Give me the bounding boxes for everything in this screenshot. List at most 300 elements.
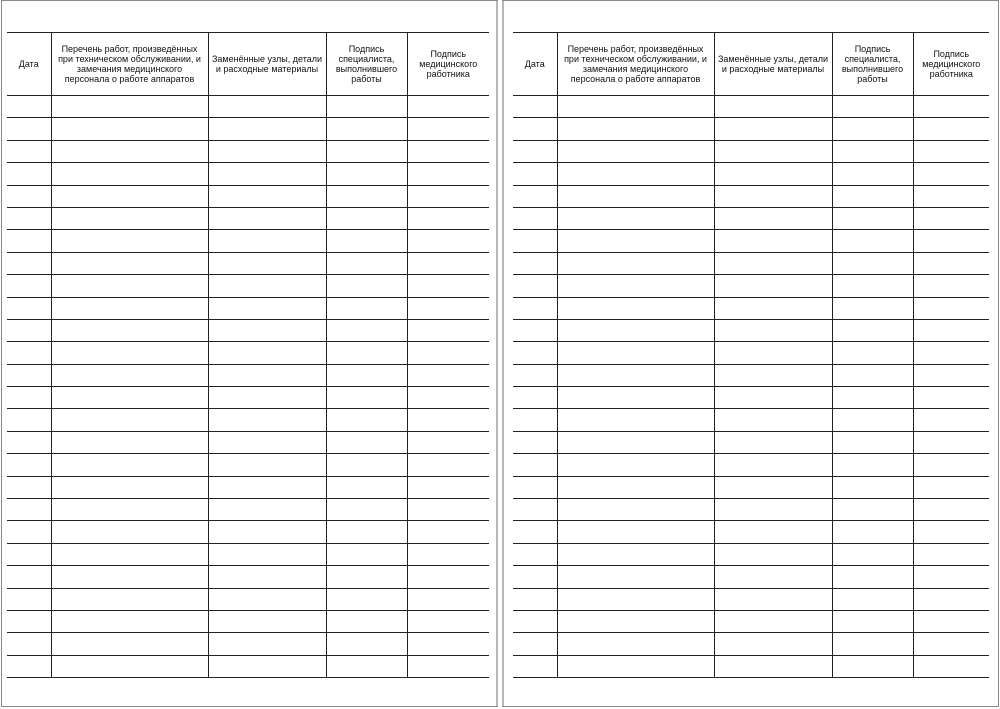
table-cell[interactable] [7,543,51,565]
table-cell[interactable] [208,96,326,118]
table-cell[interactable] [557,252,714,274]
table-cell[interactable] [832,543,913,565]
table-cell[interactable] [913,476,989,498]
table-cell[interactable] [913,230,989,252]
table-cell[interactable] [557,454,714,476]
table-cell[interactable] [208,454,326,476]
table-cell[interactable] [913,588,989,610]
table-cell[interactable] [7,499,51,521]
table-cell[interactable] [326,499,407,521]
table-cell[interactable] [714,342,832,364]
table-cell[interactable] [513,633,557,655]
table-row [7,476,489,498]
table-cell[interactable] [714,185,832,207]
table-row [7,431,489,453]
table-cell[interactable] [407,140,489,162]
table-cell[interactable] [51,230,208,252]
table-cell[interactable] [51,610,208,632]
table-cell[interactable] [913,454,989,476]
table-cell[interactable] [557,319,714,341]
table-cell[interactable] [832,275,913,297]
table-cell[interactable] [51,252,208,274]
maintenance-log-table [513,32,989,678]
table-cell[interactable] [832,499,913,521]
table-cell[interactable] [714,431,832,453]
table-cell[interactable] [557,342,714,364]
table-cell[interactable] [513,610,557,632]
table-cell[interactable] [513,409,557,431]
table-cell[interactable] [832,454,913,476]
table-cell[interactable] [913,275,989,297]
table-cell[interactable] [208,521,326,543]
table-cell[interactable] [913,521,989,543]
table-cell[interactable] [913,207,989,229]
table-cell[interactable] [557,566,714,588]
table-cell[interactable] [913,409,989,431]
table-cell[interactable] [7,185,51,207]
table-cell[interactable] [557,297,714,319]
table-cell[interactable] [513,655,557,677]
table-cell[interactable] [714,207,832,229]
table-cell[interactable] [513,252,557,274]
table-cell[interactable] [913,655,989,677]
table-cell[interactable] [208,230,326,252]
table-cell[interactable] [557,140,714,162]
table-cell[interactable] [7,163,51,185]
table-cell[interactable] [7,207,51,229]
table-cell[interactable] [407,118,489,140]
table-cell[interactable] [913,566,989,588]
table-cell[interactable] [326,118,407,140]
table-cell[interactable] [326,476,407,498]
table-cell[interactable] [208,140,326,162]
table-cell[interactable] [326,140,407,162]
table-cell[interactable] [7,454,51,476]
table-cell[interactable] [7,297,51,319]
table-cell[interactable] [208,364,326,386]
table-cell[interactable] [832,431,913,453]
table-cell[interactable] [407,387,489,409]
table-cell[interactable] [557,96,714,118]
table-cell[interactable] [407,342,489,364]
table-row [513,610,989,632]
table-cell[interactable] [557,610,714,632]
table-cell[interactable] [326,185,407,207]
table-cell[interactable] [714,409,832,431]
table-cell[interactable] [513,96,557,118]
table-cell[interactable] [557,409,714,431]
table-cell[interactable] [913,633,989,655]
table-cell[interactable] [832,252,913,274]
table-cell[interactable] [7,521,51,543]
table-cell[interactable] [557,521,714,543]
table-cell[interactable] [326,163,407,185]
table-cell[interactable] [714,96,832,118]
table-cell[interactable] [832,319,913,341]
table-cell[interactable] [714,633,832,655]
table-cell[interactable] [208,118,326,140]
table-cell[interactable] [51,185,208,207]
table-row [7,185,489,207]
table-cell[interactable] [208,163,326,185]
table-row [7,566,489,588]
table-cell[interactable] [7,230,51,252]
table-cell[interactable] [326,207,407,229]
table-cell[interactable] [913,342,989,364]
table-row [7,610,489,632]
table-cell[interactable] [714,566,832,588]
table-cell[interactable] [913,431,989,453]
table-cell[interactable] [407,230,489,252]
table-cell[interactable] [407,252,489,274]
table-cell[interactable] [326,610,407,632]
table-cell[interactable] [557,543,714,565]
table-cell[interactable] [913,163,989,185]
table-cell[interactable] [51,163,208,185]
table-row [513,319,989,341]
table-cell[interactable] [407,319,489,341]
table-cell[interactable] [7,431,51,453]
table-cell[interactable] [208,633,326,655]
table-cell[interactable] [7,342,51,364]
table-cell[interactable] [513,543,557,565]
table-cell[interactable] [513,297,557,319]
table-cell[interactable] [513,364,557,386]
table-cell[interactable] [913,610,989,632]
table-cell[interactable] [832,566,913,588]
table-cell[interactable] [51,118,208,140]
table-cell[interactable] [51,499,208,521]
table-cell[interactable] [7,409,51,431]
table-cell[interactable] [832,409,913,431]
table-cell[interactable] [913,185,989,207]
table-cell[interactable] [557,185,714,207]
table-cell[interactable] [832,140,913,162]
table-cell[interactable] [913,252,989,274]
table-cell[interactable] [7,588,51,610]
table-cell[interactable] [326,431,407,453]
table-cell[interactable] [513,207,557,229]
table-cell[interactable] [208,207,326,229]
table-cell[interactable] [913,319,989,341]
table-row [513,297,989,319]
table-cell[interactable] [7,387,51,409]
table-cell[interactable] [714,297,832,319]
table-cell[interactable] [208,319,326,341]
table-cell[interactable] [407,431,489,453]
table-cell[interactable] [513,185,557,207]
table-cell[interactable] [326,521,407,543]
table-cell[interactable] [407,364,489,386]
table-cell[interactable] [714,163,832,185]
table-cell[interactable] [7,476,51,498]
table-cell[interactable] [326,252,407,274]
page-gutter [502,1,504,706]
table-row [513,431,989,453]
table-cell[interactable] [557,387,714,409]
table-cell[interactable] [407,588,489,610]
table-cell[interactable] [7,319,51,341]
table-cell[interactable] [714,387,832,409]
table-cell[interactable] [832,364,913,386]
table-cell[interactable] [326,655,407,677]
table-cell[interactable] [51,543,208,565]
table-cell[interactable] [7,633,51,655]
table-cell[interactable] [208,566,326,588]
table-row [513,364,989,386]
table-row [513,633,989,655]
table-cell[interactable] [326,588,407,610]
table-cell[interactable] [714,588,832,610]
table-cell[interactable] [7,364,51,386]
table-row [7,319,489,341]
table-cell[interactable] [326,543,407,565]
table-row [513,207,989,229]
table-cell[interactable] [513,476,557,498]
table-cell[interactable] [208,610,326,632]
table-cell[interactable] [326,230,407,252]
column-header-replaced-parts: Заменённые узлы, детали и расходные материалы [208,33,326,96]
table-cell[interactable] [832,342,913,364]
table-cell[interactable] [832,207,913,229]
table-cell[interactable] [51,633,208,655]
table-cell[interactable] [832,230,913,252]
table-cell[interactable] [208,499,326,521]
table-cell[interactable] [913,140,989,162]
table-cell[interactable] [7,140,51,162]
table-cell[interactable] [208,431,326,453]
table-cell[interactable] [513,454,557,476]
table-cell[interactable] [407,499,489,521]
table-cell[interactable] [714,543,832,565]
table-cell[interactable] [51,342,208,364]
table-cell[interactable] [557,230,714,252]
table-cell[interactable] [513,588,557,610]
table-cell[interactable] [51,207,208,229]
table-cell[interactable] [326,96,407,118]
table-cell[interactable] [51,364,208,386]
table-cell[interactable] [51,454,208,476]
table-cell[interactable] [714,319,832,341]
table-body [513,96,989,678]
table-cell[interactable] [208,185,326,207]
table-cell[interactable] [51,275,208,297]
table-cell[interactable] [513,521,557,543]
table-cell[interactable] [513,387,557,409]
table-cell[interactable] [832,655,913,677]
table-cell[interactable] [913,297,989,319]
table-cell[interactable] [7,118,51,140]
table-cell[interactable] [513,499,557,521]
table-cell[interactable] [832,185,913,207]
table-row [7,275,489,297]
table-cell[interactable] [714,454,832,476]
table-row [7,252,489,274]
table-cell[interactable] [7,610,51,632]
table-cell[interactable] [913,387,989,409]
table-cell[interactable] [326,275,407,297]
table-cell[interactable] [832,476,913,498]
table-cell[interactable] [7,566,51,588]
table-cell[interactable] [7,252,51,274]
table-header-row [7,33,489,96]
table-cell[interactable] [7,275,51,297]
table-cell[interactable] [714,499,832,521]
table-cell[interactable] [208,252,326,274]
table-cell[interactable] [7,96,51,118]
table-cell[interactable] [51,476,208,498]
table-cell[interactable] [557,163,714,185]
table-cell[interactable] [51,409,208,431]
table-cell[interactable] [326,409,407,431]
table-cell[interactable] [407,543,489,565]
table-cell[interactable] [208,275,326,297]
table-cell[interactable] [407,275,489,297]
table-cell[interactable] [557,118,714,140]
table-cell[interactable] [913,499,989,521]
table-cell[interactable] [407,163,489,185]
table-row [513,163,989,185]
table-cell[interactable] [407,185,489,207]
table-cell[interactable] [913,96,989,118]
table-cell[interactable] [326,319,407,341]
table-row [513,454,989,476]
table-cell[interactable] [407,521,489,543]
table-cell[interactable] [407,655,489,677]
table-row [7,543,489,565]
table-cell[interactable] [557,588,714,610]
table-cell[interactable] [557,476,714,498]
table-cell[interactable] [51,566,208,588]
table-cell[interactable] [407,454,489,476]
table-cell[interactable] [407,476,489,498]
column-header-date: Дата [7,33,51,96]
table-cell[interactable] [326,387,407,409]
table-cell[interactable] [208,588,326,610]
table-cell[interactable] [557,275,714,297]
table-cell[interactable] [208,409,326,431]
table-cell[interactable] [513,140,557,162]
table-cell[interactable] [208,543,326,565]
column-header-work-performed: Перечень работ, произведённых при техническом обслуживании, и замечания медицинского персонала о работе аппаратов [557,33,714,96]
table-cell[interactable] [326,297,407,319]
table-cell[interactable] [407,566,489,588]
table-row [7,364,489,386]
table-cell[interactable] [51,431,208,453]
table-cell[interactable] [51,297,208,319]
column-header-work-performed: Перечень работ, произведённых при техническом обслуживании, и замечания медицинского персонала о работе аппаратов [51,33,208,96]
table-cell[interactable] [326,364,407,386]
table-cell[interactable] [51,655,208,677]
table-cell[interactable] [513,342,557,364]
table-cell[interactable] [913,118,989,140]
table-row [513,409,989,431]
table-cell[interactable] [832,163,913,185]
table-cell[interactable] [832,588,913,610]
table-cell[interactable] [832,96,913,118]
table-cell[interactable] [326,342,407,364]
table-cell[interactable] [513,431,557,453]
table-cell[interactable] [832,297,913,319]
table-cell[interactable] [7,655,51,677]
table-cell[interactable] [326,633,407,655]
table-cell[interactable] [513,275,557,297]
table-cell[interactable] [832,521,913,543]
table-cell[interactable] [714,610,832,632]
table-cell[interactable] [51,140,208,162]
table-cell[interactable] [714,118,832,140]
table-cell[interactable] [208,476,326,498]
table-cell[interactable] [714,655,832,677]
table-cell[interactable] [208,387,326,409]
table-cell[interactable] [407,610,489,632]
table-cell[interactable] [407,633,489,655]
table-cell[interactable] [832,118,913,140]
table-cell[interactable] [913,364,989,386]
table-cell[interactable] [714,252,832,274]
table-cell[interactable] [557,633,714,655]
table-cell[interactable] [513,319,557,341]
table-cell[interactable] [208,297,326,319]
table-cell[interactable] [407,207,489,229]
table-cell[interactable] [557,431,714,453]
table-cell[interactable] [714,521,832,543]
table-cell[interactable] [513,163,557,185]
table-cell[interactable] [51,588,208,610]
table-row [513,543,989,565]
table-cell[interactable] [557,655,714,677]
table-row [7,409,489,431]
table-cell[interactable] [714,140,832,162]
table-cell[interactable] [513,566,557,588]
table-cell[interactable] [714,275,832,297]
table-cell[interactable] [407,297,489,319]
table-cell[interactable] [51,521,208,543]
table-row [7,655,489,677]
table-cell[interactable] [557,364,714,386]
table-cell[interactable] [513,230,557,252]
table-row [7,207,489,229]
table-row [7,633,489,655]
table-cell[interactable] [832,387,913,409]
table-cell[interactable] [51,319,208,341]
table-cell[interactable] [51,387,208,409]
table-cell[interactable] [557,499,714,521]
table-row [513,342,989,364]
table-row [513,252,989,274]
table-cell[interactable] [326,454,407,476]
table-cell[interactable] [557,207,714,229]
table-cell[interactable] [832,633,913,655]
table-cell[interactable] [913,543,989,565]
table-cell[interactable] [513,118,557,140]
column-header-medical-worker-signature: Подпись медицинского работника [407,33,489,96]
column-header-replaced-parts: Заменённые узлы, детали и расходные материалы [714,33,832,96]
table-cell[interactable] [208,342,326,364]
table-cell[interactable] [714,364,832,386]
table-row [7,297,489,319]
table-row [7,118,489,140]
table-row [7,140,489,162]
table-cell[interactable] [407,409,489,431]
table-cell[interactable] [714,476,832,498]
table-cell[interactable] [714,230,832,252]
table-cell[interactable] [208,655,326,677]
table-cell[interactable] [407,96,489,118]
table-cell[interactable] [326,566,407,588]
table-cell[interactable] [832,610,913,632]
table-cell[interactable] [51,96,208,118]
